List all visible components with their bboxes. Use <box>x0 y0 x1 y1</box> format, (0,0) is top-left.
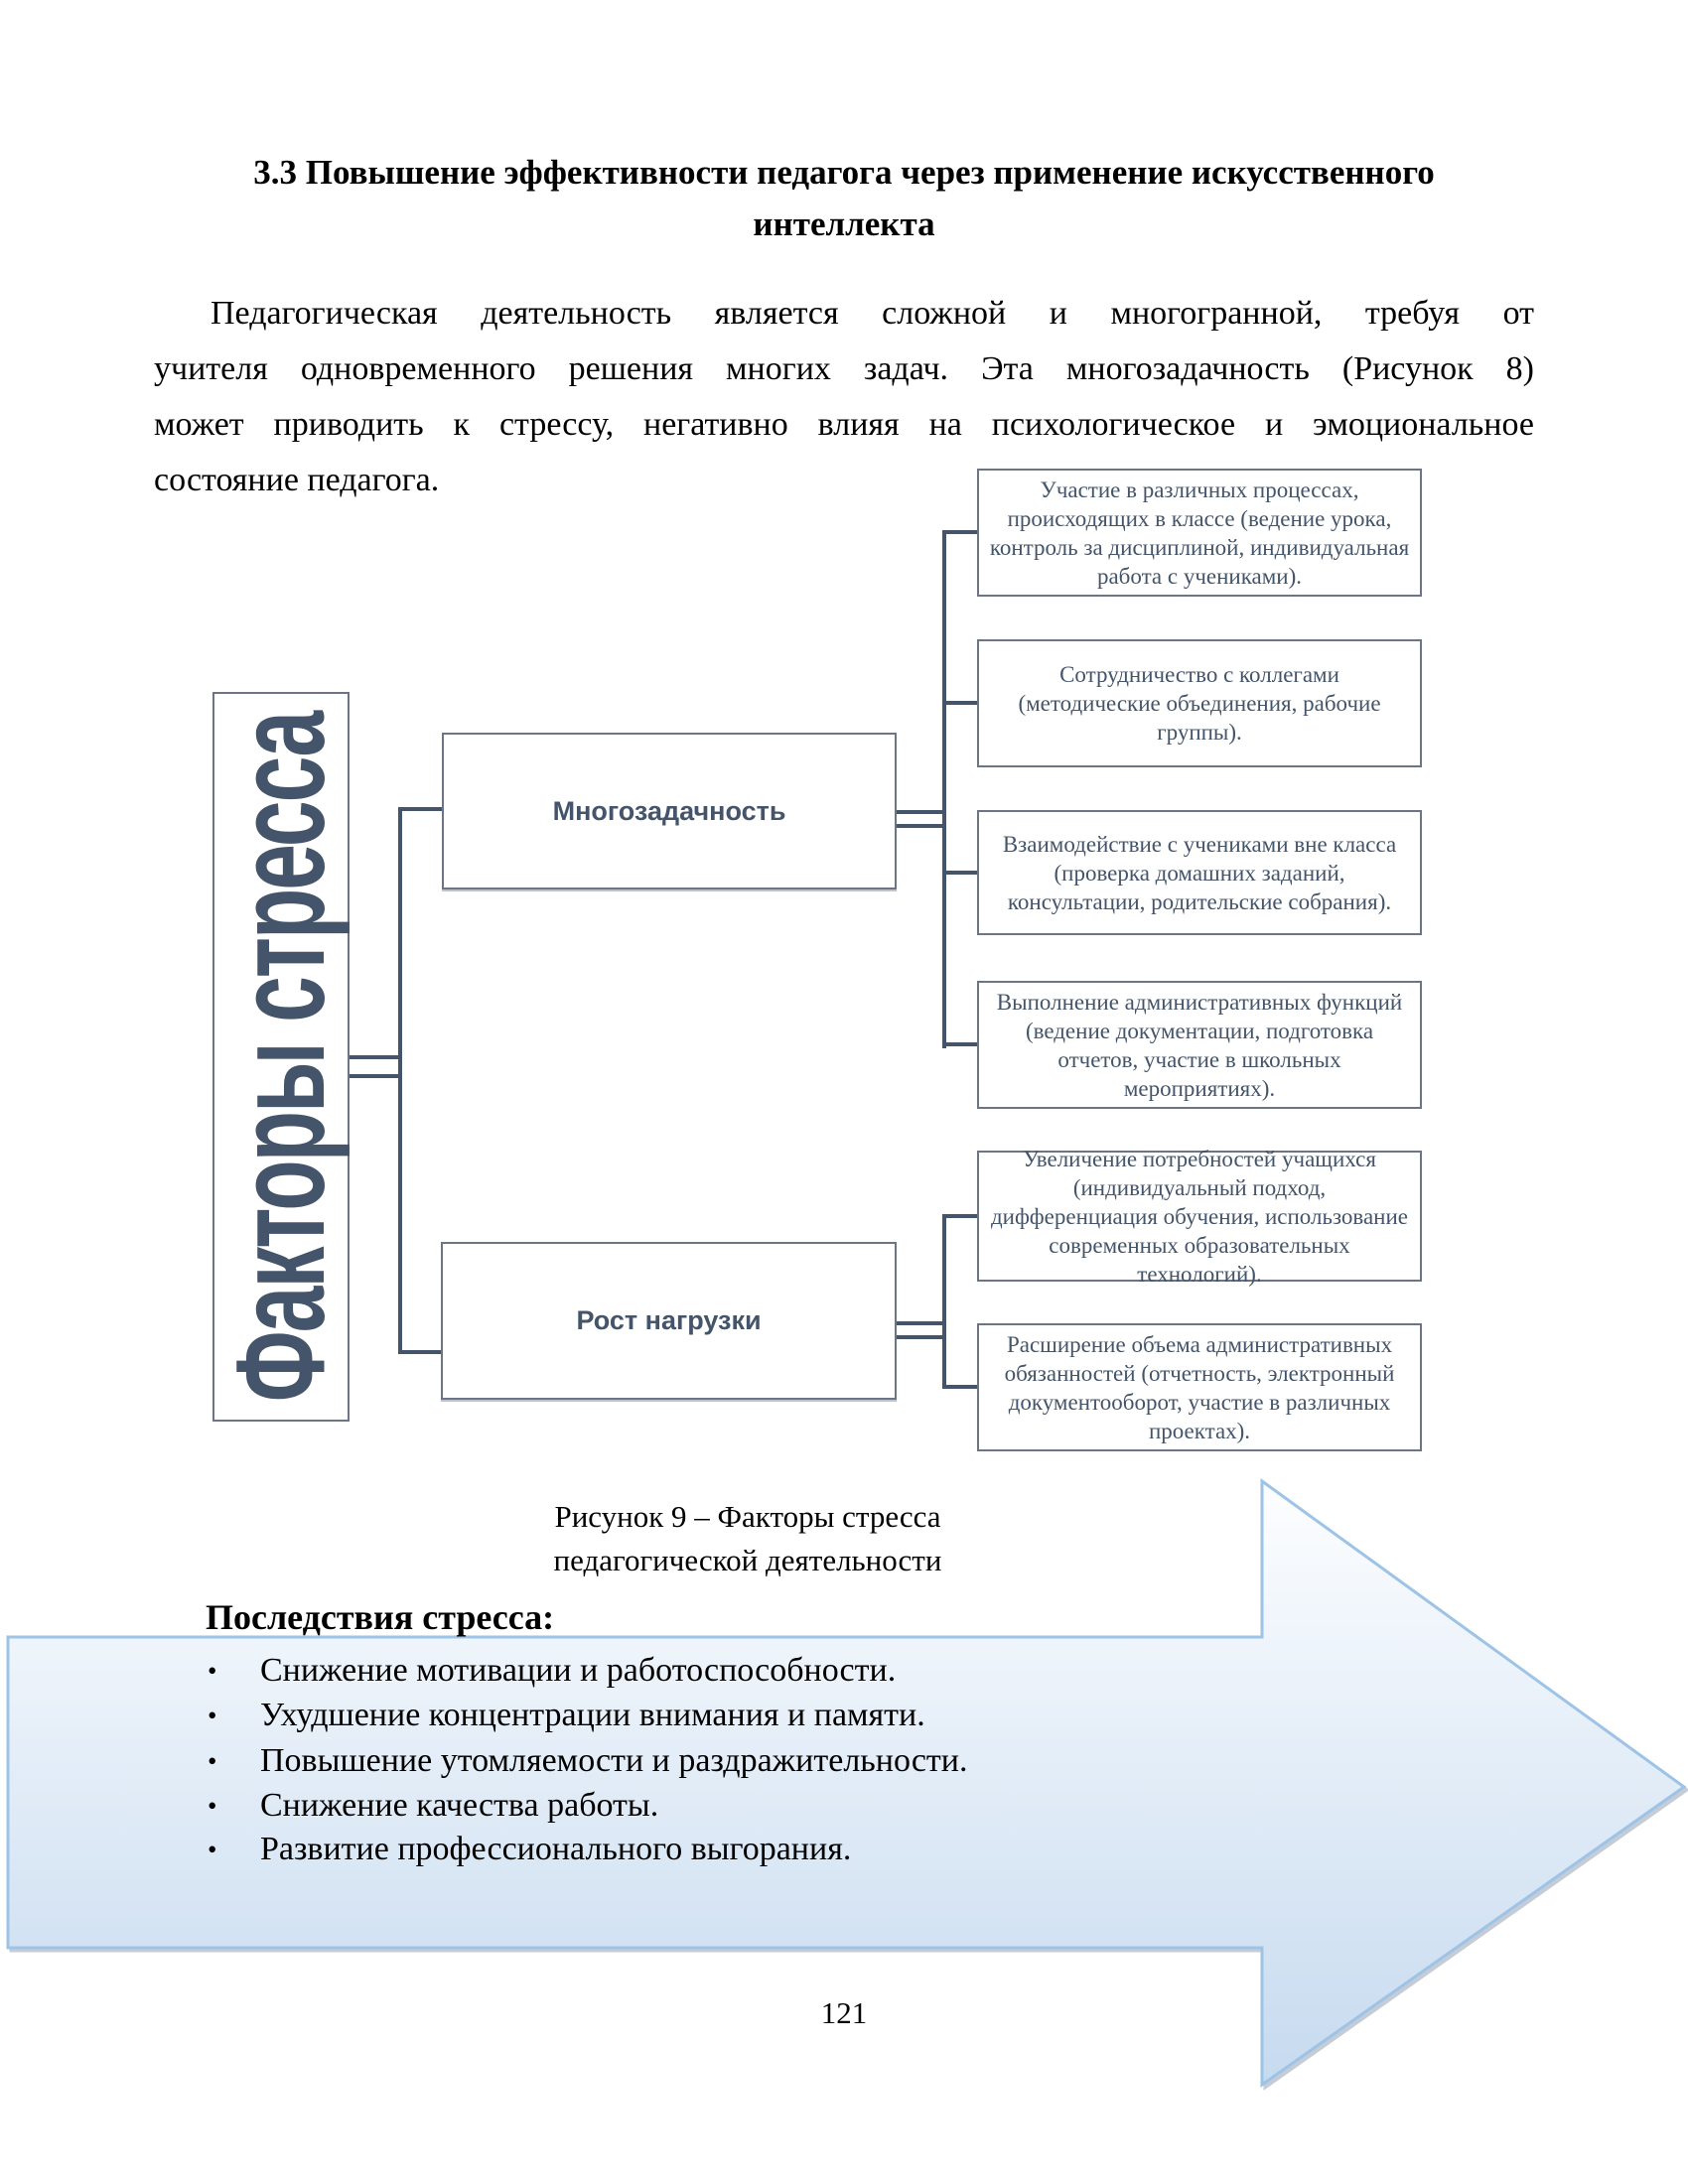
connector-stub-leaf4 <box>944 1042 977 1046</box>
connector-stub-leaf5 <box>944 1214 977 1218</box>
figure-caption-line2: педагогической деятельности <box>553 1543 942 1577</box>
connector-stub-leaf6 <box>944 1385 977 1389</box>
list-item-text: Снижение качества работы. <box>260 1787 659 1824</box>
connector-root-pair-bottom <box>350 1074 401 1078</box>
leaf-text: Расширение объема административных обязанностей (отчетность, электронный документооборот, участие в различных проектах). <box>1004 1331 1395 1443</box>
diagram-leaf-box <box>977 1146 1422 1287</box>
list-item <box>206 1783 1347 1829</box>
connector-right-bus-top <box>942 530 946 1048</box>
section-heading-line2: интеллекта <box>753 205 935 243</box>
list-item-text: Повышение утомляемости и раздражительности. <box>260 1742 968 1779</box>
connector-stub-leaf3 <box>944 871 977 875</box>
page-number: 121 <box>820 1995 868 2030</box>
connector-mult-pair-top <box>897 810 944 814</box>
diagram-root-box <box>212 692 350 1422</box>
diagram-leaf-box <box>977 981 1422 1109</box>
list-item <box>206 1648 1347 1694</box>
list-item-text: Снижение мотивации и работоспособности. <box>260 1652 897 1689</box>
diagram-leaf-box <box>977 469 1422 597</box>
paragraph-line: учителя одновременного решения многих задач. Эта многозадачность (Рисунок 8) <box>154 350 1534 387</box>
diagram-leaf-box <box>977 810 1422 935</box>
section-heading <box>154 147 1534 250</box>
figure-caption-line1: Рисунок 9 – Факторы стресса <box>554 1499 941 1534</box>
leaf-text: Выполнение административных функций (ведение документации, подготовка отчетов, участие в школьных мероприятиях). <box>996 989 1403 1101</box>
figure-caption <box>539 1495 956 1582</box>
diagram-leaf-box <box>977 639 1422 767</box>
diagram-branch-multitasking <box>442 733 897 889</box>
paragraph-line: состояние педагога. <box>154 462 440 498</box>
connector-load-pair-bottom <box>897 1335 944 1339</box>
connector-stub-leaf2 <box>944 701 977 705</box>
list-item <box>206 1738 1347 1784</box>
branch-label: Многозадачность <box>552 795 786 826</box>
bullet-icon: • <box>208 1700 217 1730</box>
list-item <box>206 1693 1347 1738</box>
connector-left-bus <box>398 807 402 1354</box>
bullet-icon: • <box>208 1745 217 1776</box>
bullet-icon: • <box>208 1790 217 1821</box>
leaf-text: Сотрудничество с коллегами (методические объединения, рабочие группы). <box>1018 662 1381 745</box>
connector-right-bus-bottom <box>942 1214 946 1389</box>
list-item-text: Ухудшение концентрации внимания и памяти. <box>260 1697 925 1733</box>
diagram-branch-workload <box>441 1242 897 1400</box>
connector-stub-leaf1 <box>944 530 977 534</box>
consequences-heading: Последствия стресса: <box>206 1597 555 1637</box>
paragraph-line: может приводить к стрессу, негативно влияя на психологическое и эмоциональное <box>154 406 1534 443</box>
connector-load-pair-top <box>897 1321 944 1325</box>
diagram-root-label: Факторы стресса <box>210 712 351 1402</box>
leaf-text: Участие в различных процессах, происходящих в классе (ведение урока, контроль за дисциплиной, индивидуальная работа с учениками). <box>989 477 1410 589</box>
leaf-text: Взаимодействие с учениками вне класса (проверка домашних заданий, консультации, родительские собрания). <box>1002 831 1397 914</box>
leaf-text: Увеличение потребностей учащихся (индивидуальный подход, дифференциация обучения, использование современных образовательных технологий). <box>990 1146 1408 1287</box>
list-item <box>206 1827 1347 1872</box>
bullet-icon: • <box>208 1655 217 1686</box>
paragraph-line: Педагогическая деятельность является сложной и многогранной, требуя от <box>211 295 1534 332</box>
connector-root-pair-top <box>350 1055 401 1059</box>
branch-label: Рост нагрузки <box>576 1305 762 1335</box>
diagram-leaf-box <box>977 1323 1422 1451</box>
list-item-text: Развитие профессионального выгорания. <box>260 1831 852 1867</box>
connector-stub-workload <box>398 1350 444 1354</box>
connector-mult-pair-bottom <box>897 824 944 828</box>
section-heading-line1: 3.3 Повышение эффективности педагога через применение искусственного <box>253 153 1435 192</box>
connector-stub-multitasking <box>398 807 444 811</box>
bullet-icon: • <box>208 1834 217 1864</box>
